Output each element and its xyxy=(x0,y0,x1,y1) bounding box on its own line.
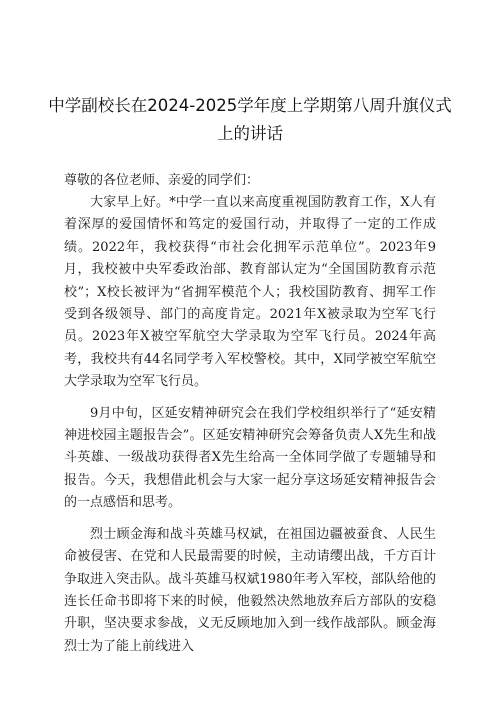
salutation: 尊敬的各位老师、亲爱的同学们： xyxy=(64,173,260,188)
title-line-1: 中学副校长在2024-2025学年度上学期第八周升旗仪式 xyxy=(48,96,452,115)
document-body xyxy=(64,170,436,667)
paragraph-3: 烈士顾金海和战斗英雄马权斌，在祖国边疆被蚕食、人民生命被侵害、在党和人民最需要的时候，主动请缨出战，千方百计争取进入突击队。战斗英雄马权斌1980年考入军校，部队给他的连长任命书即将下来的时候，他毅然决然地放弃后方部队的安稳升职，坚决要求参战，义无反顾地加入到一线作战部队。顾金海烈士为了能上前线进入 xyxy=(64,526,436,654)
title-line-2: 上的讲话 xyxy=(217,124,283,143)
document-title xyxy=(40,92,460,148)
paragraph-2: 9月中旬，区延安精神研究会在我们学校组织举行了“延安精神进校园主题报告会”。区延安精神研究会筹备负责人X先生和战斗英雄、一级战功获得者X先生给高一全体同学做了专题辅导和报告。今天，我想借此机会与大家一起分享这场延安精神报告会的一点感悟和思考。 xyxy=(64,405,436,511)
paragraph-1: 大家早上好。*中学一直以来高度重视国防教育工作，X人有着深厚的爱国情怀和笃定的爱国行动，并取得了一定的工作成绩。2022年，我校获得“市社会化拥军示范单位”。2023年9月，我校被中央军委政治部、教育部认定为“全国国防教育示范校”；X校长被评为“省拥军模范个人；我校国防教育、拥军工作受到各级领导、部门的高度肯定。2021年X被录取为空军飞行员。2023年X被空军航空大学录取为空军飞行员。2024年高考，我校共有44名同学考入军校警校。其中，X同学被空军航空大学录取为空军飞行员。 xyxy=(64,195,436,390)
